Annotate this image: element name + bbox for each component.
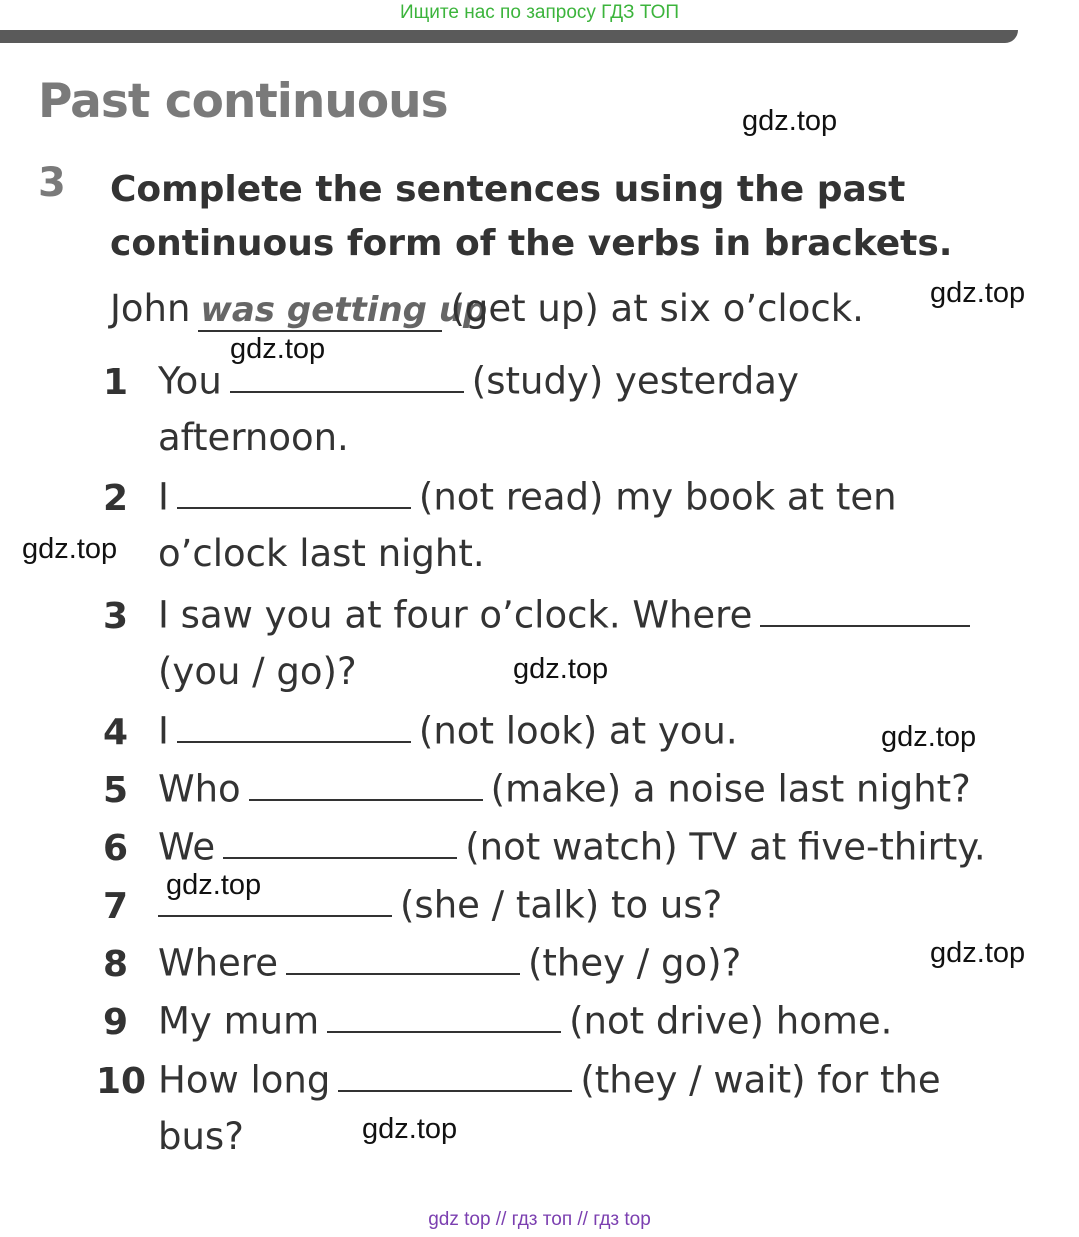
item-sentence-9 xyxy=(158,998,892,1042)
footer-links[interactable]: gdz top // гдз топ // гдз top xyxy=(428,1209,651,1230)
answer-blank-9[interactable] xyxy=(327,998,561,1033)
exercise-number: 3 xyxy=(38,160,66,206)
item-after-6: (not watch) TV at five-thirty. xyxy=(465,825,986,869)
item-continuation-1: afternoon. xyxy=(158,416,349,459)
watermark: gdz.top xyxy=(166,869,262,901)
item-after-8: (they / go)? xyxy=(527,941,742,985)
item-sentence-8 xyxy=(158,940,741,984)
item-after-5: (make) a noise last night? xyxy=(490,767,971,811)
item-before-1: You xyxy=(158,359,222,403)
watermark: gdz.top xyxy=(230,333,326,365)
example-after: (get up) at six o’clock. xyxy=(450,287,864,330)
header-bar xyxy=(0,30,1018,43)
item-before-6: We xyxy=(158,825,216,869)
item-sentence-4 xyxy=(158,708,738,752)
answer-blank-4[interactable] xyxy=(177,708,411,743)
item-before-3: I saw you at four o’clock. Where xyxy=(158,593,753,637)
watermark: gdz.top xyxy=(362,1113,458,1145)
item-sentence-5 xyxy=(158,766,971,810)
item-after-10: (they / wait) for the xyxy=(580,1058,941,1102)
example-sentence xyxy=(110,287,864,332)
item-before-10: How long xyxy=(158,1058,331,1102)
item-number-6: 6 xyxy=(102,828,128,869)
answer-blank-6[interactable] xyxy=(223,824,457,859)
answer-blank-8[interactable] xyxy=(286,940,520,975)
item-before-2: I xyxy=(158,475,169,519)
item-sentence-6 xyxy=(158,824,986,868)
top-link[interactable]: Ищите нас по запросу ГДЗ ТОП xyxy=(399,2,680,23)
answer-blank-10[interactable] xyxy=(338,1057,572,1092)
item-number-9: 9 xyxy=(102,1002,128,1043)
watermark: gdz.top xyxy=(513,653,609,685)
item-before-4: I xyxy=(158,709,169,753)
item-after-1: (study) yesterday xyxy=(471,359,799,403)
watermark: gdz.top xyxy=(742,105,838,137)
instruction-line-2: continuous form of the verbs in brackets. xyxy=(110,223,953,264)
item-continuation-10: bus? xyxy=(158,1115,244,1158)
item-number-1: 1 xyxy=(102,362,128,403)
item-number-8: 8 xyxy=(102,944,128,985)
item-number-10: 10 xyxy=(96,1061,147,1102)
example-answer: was getting up xyxy=(200,290,488,330)
answer-blank-3[interactable] xyxy=(760,592,970,627)
item-after-7: (she / talk) to us? xyxy=(400,883,723,927)
item-number-3: 3 xyxy=(102,596,128,637)
watermark: gdz.top xyxy=(930,937,1026,969)
item-sentence-2 xyxy=(158,474,897,518)
page-title: Past continuous xyxy=(38,74,448,129)
item-before-5: Who xyxy=(158,767,241,811)
item-number-4: 4 xyxy=(102,712,128,753)
answer-blank-2[interactable] xyxy=(177,474,411,509)
item-before-8: Where xyxy=(158,941,278,985)
item-before-9: My mum xyxy=(158,999,320,1043)
example-before: John xyxy=(110,287,191,330)
item-number-7: 7 xyxy=(102,886,128,927)
item-continuation-2: o’clock last night. xyxy=(158,532,485,575)
item-sentence-3 xyxy=(158,592,978,636)
item-continuation-3: (you / go)? xyxy=(158,650,357,693)
exercise-instruction xyxy=(110,163,970,271)
answer-blank-5[interactable] xyxy=(249,766,483,801)
watermark: gdz.top xyxy=(881,721,977,753)
watermark: gdz.top xyxy=(930,277,1026,309)
item-sentence-10 xyxy=(158,1057,941,1101)
instruction-line-1: Complete the sentences using the past xyxy=(110,169,906,210)
item-number-5: 5 xyxy=(102,770,128,811)
item-after-9: (not drive) home. xyxy=(569,999,893,1043)
watermark: gdz.top xyxy=(22,533,118,565)
item-after-2: (not read) my book at ten xyxy=(418,475,897,519)
item-after-4: (not look) at you. xyxy=(418,709,738,753)
item-number-2: 2 xyxy=(102,478,128,519)
